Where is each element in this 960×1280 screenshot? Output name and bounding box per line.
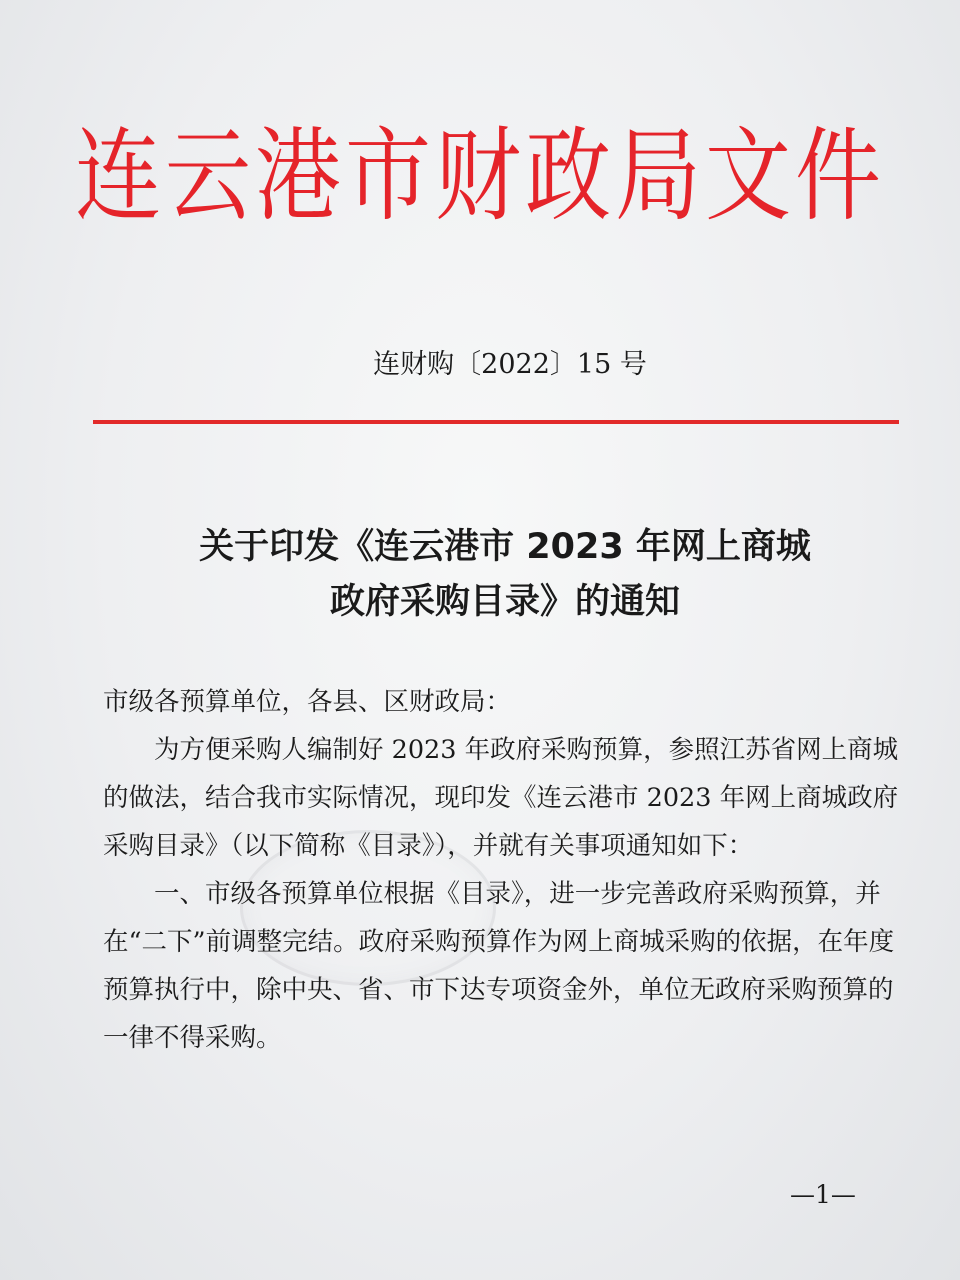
red-divider-line bbox=[93, 420, 899, 424]
document-number: 连财购〔2022〕15 号 bbox=[373, 349, 647, 380]
document-body bbox=[103, 678, 908, 1062]
salutation: 市级各预算单位，各县、区财政局： bbox=[103, 687, 512, 717]
document-masthead: 连云港市财政局文件 bbox=[75, 117, 885, 236]
document-title bbox=[0, 520, 960, 630]
page-number: —1— bbox=[790, 1180, 856, 1209]
body-paragraph-2: 一、市级各预算单位根据《目录》，进一步完善政府采购预算，并在“二下”前调整完结。政府采购预算作为网上商城采购的依据，在年度预算执行中，除中央、省、市下达专项资金外，单位无政府采购预算的一律不得采购。 bbox=[103, 879, 895, 1053]
document-title-line-2: 政府采购目录》的通知 bbox=[329, 582, 680, 622]
document-title-line-1: 关于印发《连云港市 2023 年网上商城 bbox=[199, 527, 811, 567]
body-paragraph-1: 为方便采购人编制好 2023 年政府采购预算，参照江苏省网上商城的做法，结合我市实际情况，现印发《连云港市 2023 年网上商城政府采购目录》（以下简称《目录》），并就有关事项通知如下： bbox=[103, 735, 899, 861]
